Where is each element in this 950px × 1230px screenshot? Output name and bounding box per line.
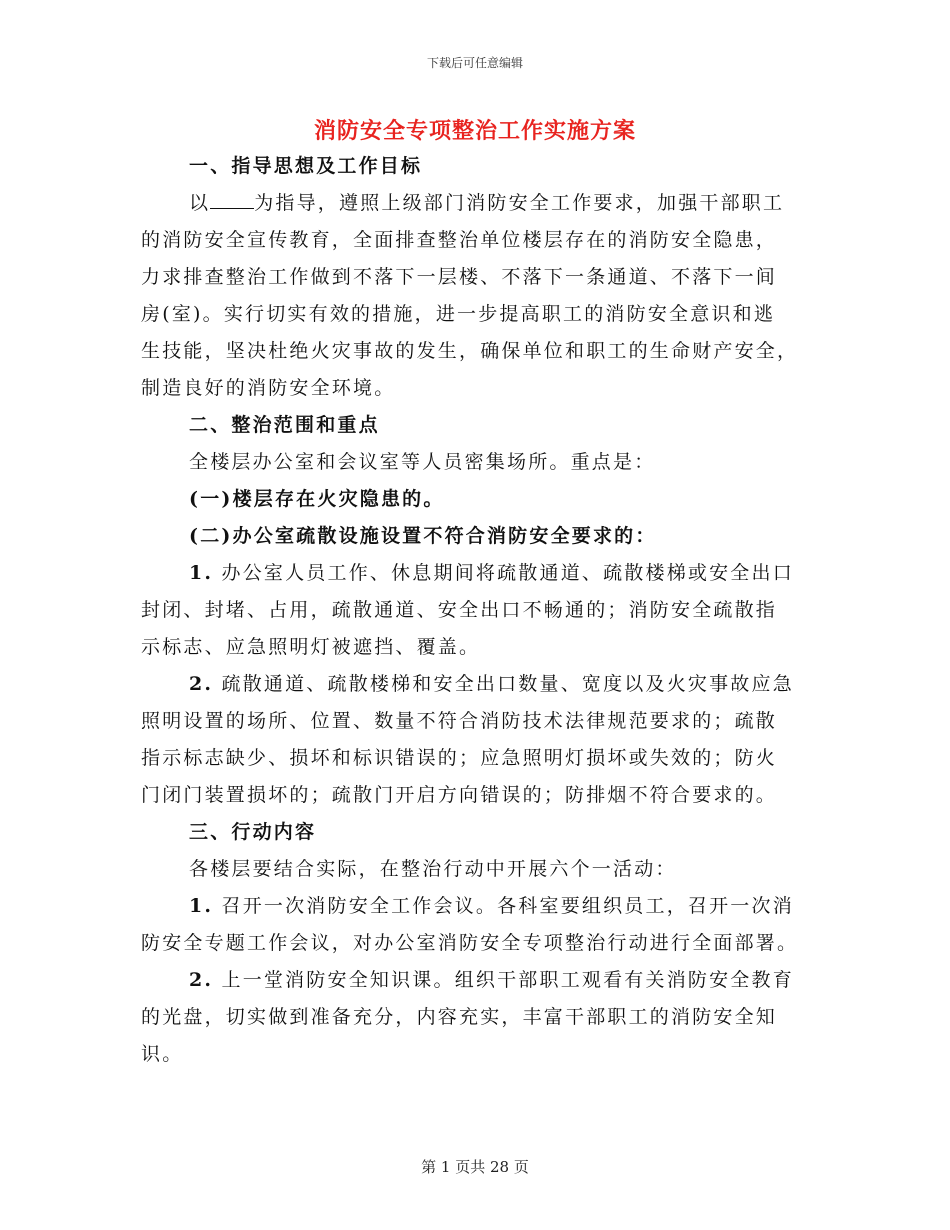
page-footer: 第 1 页共 28 页 — [421, 1158, 529, 1176]
list-item-line — [141, 666, 811, 703]
subheading-2: (二)办公室疏散设施设置不符合消防安全要求的： — [189, 525, 657, 547]
paragraph-line: 防安全专题工作会议，对办公室消防安全专项整治行动进行全面部署。 — [141, 932, 799, 954]
header-note: 下载后可任意编辑 — [426, 56, 523, 70]
document-body — [141, 148, 811, 1073]
paragraph-line — [141, 185, 811, 222]
paragraph-line: 的光盘，切实做到准备充分，内容充实，丰富干部职工的消防安全知 — [141, 1006, 778, 1028]
paragraph-line: 的消防安全宣传教育，全面排查整治单位楼层存在的消防安全隐患， — [141, 229, 778, 251]
text-fragment: 以 — [189, 192, 211, 214]
item-number: 2. — [189, 673, 214, 695]
paragraph-line: 识。 — [141, 1043, 184, 1065]
paragraph-line: 照明设置的场所、位置、数量不符合消防技术法律规范要求的；疏散 — [141, 710, 778, 732]
paragraph-line: 力求排查整治工作做到不落下一层楼、不落下一条通道、不落下一间 — [141, 266, 778, 288]
paragraph-line: 各楼层要结合实际，在整治行动中开展六个一活动： — [189, 858, 677, 880]
document-title: 消防安全专项整治工作实施方案 — [313, 118, 636, 144]
paragraph-line: 全楼层办公室和会议室等人员密集场所。重点是： — [189, 451, 656, 473]
paragraph-line: 制造良好的消防安全环境。 — [141, 377, 396, 399]
item-number: 1. — [189, 895, 214, 917]
list-item-line — [141, 888, 811, 925]
section-1-heading: 一、指导思想及工作目标 — [189, 155, 423, 177]
item-number: 2. — [189, 969, 214, 991]
paragraph-line: 封闭、封堵、占用，疏散通道、安全出口不畅通的；消防安全疏散指 — [141, 599, 778, 621]
paragraph-line: 示标志、应急照明灯被遮挡、覆盖。 — [141, 636, 481, 658]
item-number: 1. — [189, 562, 214, 584]
paragraph-line: 门闭门装置损坏的；疏散门开启方向错误的；防排烟不符合要求的。 — [141, 784, 778, 806]
item-text: 召开一次消防安全工作会议。各科室要组织员工，召开一次消 — [221, 895, 794, 917]
item-text: 疏散通道、疏散楼梯和安全出口数量、宽度以及火灾事故应急 — [221, 673, 794, 695]
paragraph-line: 生技能，坚决杜绝火灾事故的发生，确保单位和职工的生命财产安全， — [141, 340, 799, 362]
section-2-heading: 二、整治范围和重点 — [189, 414, 380, 436]
section-3-heading: 三、行动内容 — [189, 821, 317, 843]
text-fragment: 为指导，遵照上级部门消防安全工作要求，加强干部职工 — [254, 192, 785, 214]
list-item-line — [141, 962, 811, 999]
paragraph-line: 房(室)。实行切实有效的措施，进一步提高职工的消防安全意识和逃 — [141, 303, 776, 325]
list-item-line — [141, 555, 811, 592]
subheading-1: (一)楼层存在火灾隐患的。 — [189, 488, 445, 510]
fill-in-blank — [210, 190, 254, 209]
item-text: 办公室人员工作、休息期间将疏散通道、疏散楼梯或安全出口 — [221, 562, 794, 584]
paragraph-line: 指示标志缺少、损坏和标识错误的；应急照明灯损坏或失效的；防火 — [141, 747, 778, 769]
item-text: 上一堂消防安全知识课。组织干部职工观看有关消防安全教育 — [221, 969, 794, 991]
